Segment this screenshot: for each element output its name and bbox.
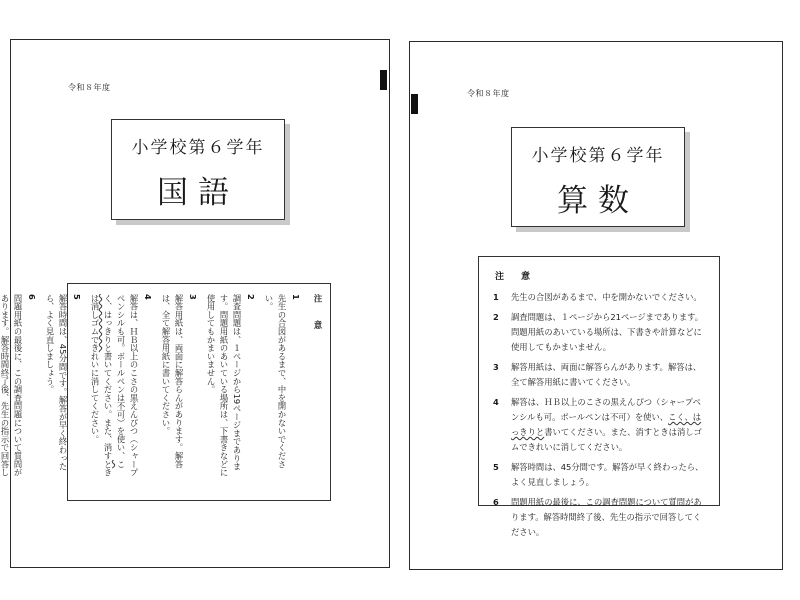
grade-label: 小学校第６学年 — [531, 146, 665, 166]
note-number: 1 — [493, 292, 499, 302]
emphasis-text: こく、はっきりと — [511, 412, 702, 437]
subject-title: 国語 — [157, 175, 239, 211]
note-number: 6 — [27, 294, 37, 300]
note-number: 5 — [72, 294, 82, 300]
note-item — [43, 294, 82, 490]
note-item — [489, 310, 709, 355]
note-item — [0, 294, 37, 490]
note-number: 2 — [246, 294, 256, 300]
note-text — [88, 294, 140, 479]
note-item — [262, 294, 301, 490]
note-item — [204, 294, 256, 490]
note-text-before: 解答は、ＨＢ以上のこさの黒えんぴつ（シャープペンシルも可。ボールペンは不可）を使い、 — [511, 397, 701, 422]
notes-box — [0, 283, 331, 501]
note-text-after: 書いてください。また、消すときは消しゴムできれいに消してください。 — [90, 294, 113, 477]
emphasis-text: こく、はっきりと — [103, 294, 126, 469]
note-item — [88, 294, 153, 490]
note-text-before: 解答は、ＨＢ以上のこさの黒えんぴつ（シャープペンシルも可。ボールペンは不可）を使い、 — [116, 294, 139, 477]
note-text: 調査問題は、１ページから19ページまであります。問題用紙のあいている場所は、下書きなどに使用してもかまいません。 — [206, 294, 242, 477]
note-text: 解答時間は、45分間です。解答が早く終わったら、よく見直しましょう。 — [511, 462, 704, 487]
note-item — [489, 360, 709, 390]
note-number: 4 — [143, 294, 153, 300]
notes-title: 注 意 — [495, 272, 535, 282]
fiscal-year-label: 令和８年度 — [68, 83, 111, 92]
note-text: 解答用紙は、両面に解答らんがあります。解答は、全て解答用紙に書いてください。 — [511, 362, 702, 387]
note-text: 解答用紙は、両面に解答らんがあります。解答は、全て解答用紙に書いてください。 — [161, 294, 184, 469]
japanese-test-cover — [0, 39, 390, 568]
grade-label: 小学校第６学年 — [131, 138, 265, 158]
subject-title: 算数 — [557, 183, 639, 219]
note-item — [489, 395, 709, 455]
math-test-cover — [409, 41, 783, 570]
note-number: 4 — [493, 397, 499, 407]
registration-mark — [380, 70, 387, 90]
note-number: 3 — [493, 362, 499, 372]
note-text: 解答時間は、45分間です。解答が早く終わったら、よく見直しましょう。 — [45, 294, 68, 471]
note-text-after: 書いてください。また、消すときは消しゴムできれいに消してください。 — [511, 427, 702, 452]
note-item — [159, 294, 198, 490]
title-box — [511, 127, 685, 227]
title-box — [111, 119, 285, 220]
note-item — [489, 290, 709, 305]
note-number: 5 — [493, 462, 499, 472]
note-text: 問題用紙の最後に、この調査問題について質問があります。解答時間終了後、先生の指示で回答し — [0, 294, 23, 477]
note-text: 先生の合図があるまで、中を開かないでください。 — [264, 294, 287, 469]
note-number: 6 — [493, 497, 499, 507]
note-number: 1 — [291, 294, 301, 300]
notes-title: 注 意 — [313, 294, 323, 334]
note-item — [489, 460, 709, 490]
fiscal-year-label: 令和８年度 — [467, 89, 510, 98]
registration-mark — [411, 94, 418, 114]
note-item — [489, 495, 709, 540]
note-number: 3 — [188, 294, 198, 300]
note-text: 先生の合図があるまで、中を開かないでください。 — [511, 292, 702, 302]
note-text: 調査問題は、１ページから21ページまであります。問題用紙のあいている場所は、下書きや計算などに使用してもかまいません。 — [511, 312, 704, 352]
note-number: 2 — [493, 312, 499, 322]
note-text — [511, 395, 709, 455]
note-text: 問題用紙の最後に、この調査問題について質問があります。解答時間終了後、先生の指示で回答してください。 — [511, 497, 702, 537]
notes-box — [478, 256, 720, 537]
